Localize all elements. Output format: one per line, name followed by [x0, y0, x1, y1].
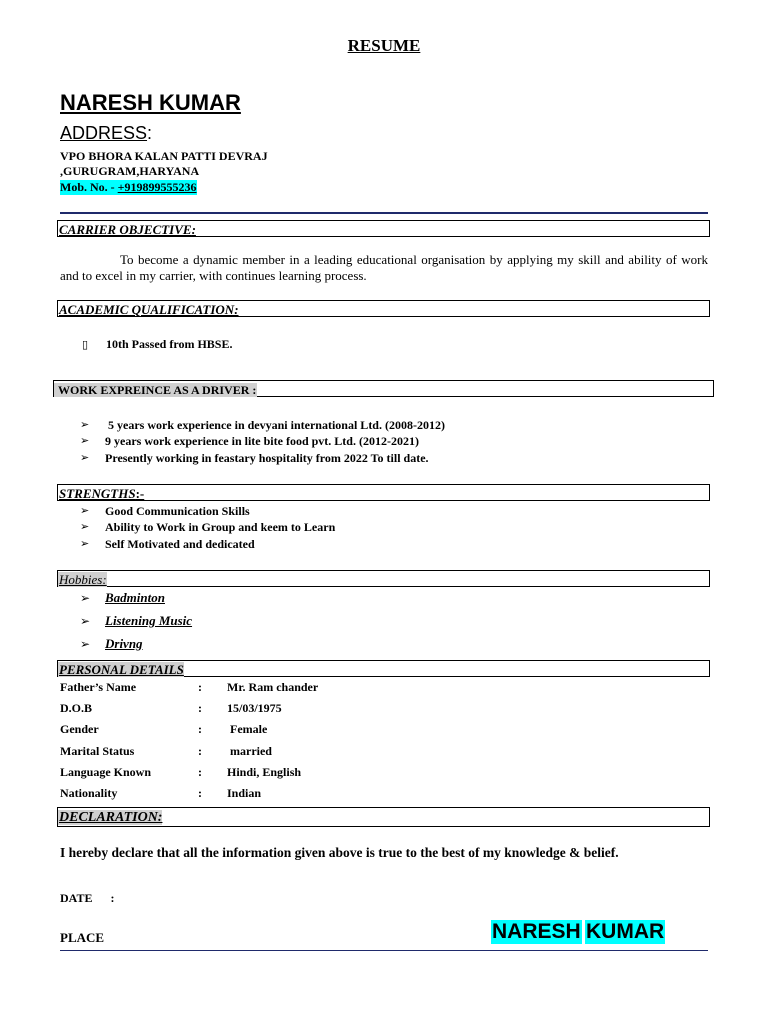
detail-value: 15/03/1975 [227, 701, 282, 715]
academic-heading-box [57, 300, 710, 317]
address-label-colon: : [147, 123, 153, 143]
hobbies-heading: Hobbies: [59, 572, 107, 587]
list-item [0, 613, 768, 631]
list-item [0, 451, 768, 467]
list-item [0, 504, 768, 520]
arrow-bullet-icon: ➢ [80, 418, 90, 431]
detail-value: Indian [227, 786, 262, 800]
list-item [0, 418, 768, 434]
strengths-heading-suffix: :- [135, 486, 145, 501]
table-row [60, 744, 660, 760]
strengths-heading-box [57, 484, 710, 501]
strengths-heading-text: STRENGTHS [59, 486, 136, 501]
place-label: PLACE [60, 930, 105, 945]
address-line-2: ,GURUGRAM,HARYANA [60, 164, 200, 178]
arrow-bullet-icon: ➢ [80, 537, 90, 550]
arrow-bullet-icon: ➢ [80, 520, 90, 533]
personal-heading-box [57, 660, 710, 677]
detail-value: married [230, 744, 272, 758]
arrow-bullet-icon: ➢ [80, 591, 91, 605]
address-label-text: ADDRESS [60, 123, 148, 143]
detail-label: Language Known [60, 765, 152, 779]
arrow-bullet-icon: ➢ [80, 434, 90, 447]
detail-colon: : [198, 786, 202, 800]
list-item [0, 337, 768, 353]
page-title: RESUME [347, 36, 421, 55]
table-row [60, 786, 660, 802]
header-divider [60, 212, 708, 214]
detail-colon: : [198, 701, 202, 715]
declaration-text: I hereby declare that all the information given above is true to the best of my knowledge & belief. [60, 845, 619, 860]
date-colon: : [110, 891, 115, 905]
arrow-bullet-icon: ➢ [80, 614, 91, 628]
detail-value: Female [230, 722, 268, 736]
objective-heading-box [57, 220, 710, 237]
declaration-heading-box [57, 807, 710, 827]
address-line-1: VPO BHORA KALAN PATTI DEVRAJ [60, 149, 268, 163]
address-label [60, 123, 152, 144]
arrow-bullet-icon: ➢ [80, 637, 91, 651]
list-item [0, 537, 768, 553]
table-row [60, 680, 660, 696]
detail-colon: : [198, 744, 202, 758]
list-item [0, 434, 768, 450]
detail-colon: : [198, 765, 202, 779]
objective-heading-text: CARRIER OBJECTIVE [59, 222, 192, 237]
detail-label: Gender [60, 722, 99, 736]
work-item: Presently working in feastary hospitality from 2022 To till date. [105, 451, 429, 465]
strength-item: Self Motivated and dedicated [105, 537, 255, 551]
detail-colon: : [198, 722, 202, 736]
objective-heading [58, 222, 196, 237]
detail-label: D.O.B [60, 701, 93, 715]
work-item: 5 years work experience in devyani international Ltd. (2008-2012) [108, 418, 445, 432]
table-row [60, 701, 660, 717]
list-item [0, 520, 768, 536]
strengths-heading [58, 486, 144, 501]
signature-first-name: NARESH [492, 920, 581, 943]
mobile-label: Mob. No. - [60, 180, 118, 194]
declaration-heading: DECLARATION: [59, 810, 163, 825]
detail-label: Nationality [60, 786, 118, 800]
list-item [0, 590, 768, 608]
arrow-bullet-icon: ➢ [80, 451, 90, 464]
arrow-bullet-icon: ➢ [80, 504, 90, 517]
personal-heading: PERSONAL DETAILS [59, 662, 184, 677]
work-heading: WORK EXPREINCE AS A DRIVER : [54, 383, 257, 397]
signature-last-name: KUMAR [586, 920, 665, 943]
table-row [60, 722, 660, 738]
detail-value: Mr. Ram chander [227, 680, 319, 694]
academic-heading: ACADEMIC QUALIFICATION: [59, 302, 239, 317]
list-item [0, 636, 768, 654]
detail-colon: : [198, 680, 202, 694]
hobbies-heading-box [57, 570, 710, 587]
work-heading-box [53, 380, 714, 397]
hobby-item: Listening Music [105, 613, 193, 628]
mobile-number [60, 180, 197, 195]
hobby-item: Badminton [105, 590, 165, 605]
objective-text: To become a dynamic member in a leading educational organisation by applying my skill and ability of work and to excel in my carrier, with continues learning process. [60, 252, 708, 283]
objective-heading-suffix: : [191, 222, 196, 237]
strength-item: Good Communication Skills [105, 504, 250, 518]
footer-divider [60, 950, 708, 951]
hobby-item: Drivng [105, 636, 143, 651]
detail-value: Hindi, English [227, 765, 302, 779]
detail-label: Father’s Name [60, 680, 137, 694]
detail-label: Marital Status [60, 744, 135, 758]
table-row [60, 765, 660, 781]
mobile-value: +919899555236 [117, 180, 197, 194]
strength-item: Ability to Work in Group and keem to Learn [105, 520, 336, 534]
candidate-name: NARESH KUMAR [60, 90, 241, 115]
date-field [60, 891, 114, 906]
work-item: 9 years work experience in lite bite food pvt. Ltd. (2012-2021) [105, 434, 419, 448]
date-label: DATE [60, 891, 93, 905]
academic-item: 10th Passed from HBSE. [106, 337, 233, 351]
square-bullet-icon: ▯ [82, 338, 89, 351]
